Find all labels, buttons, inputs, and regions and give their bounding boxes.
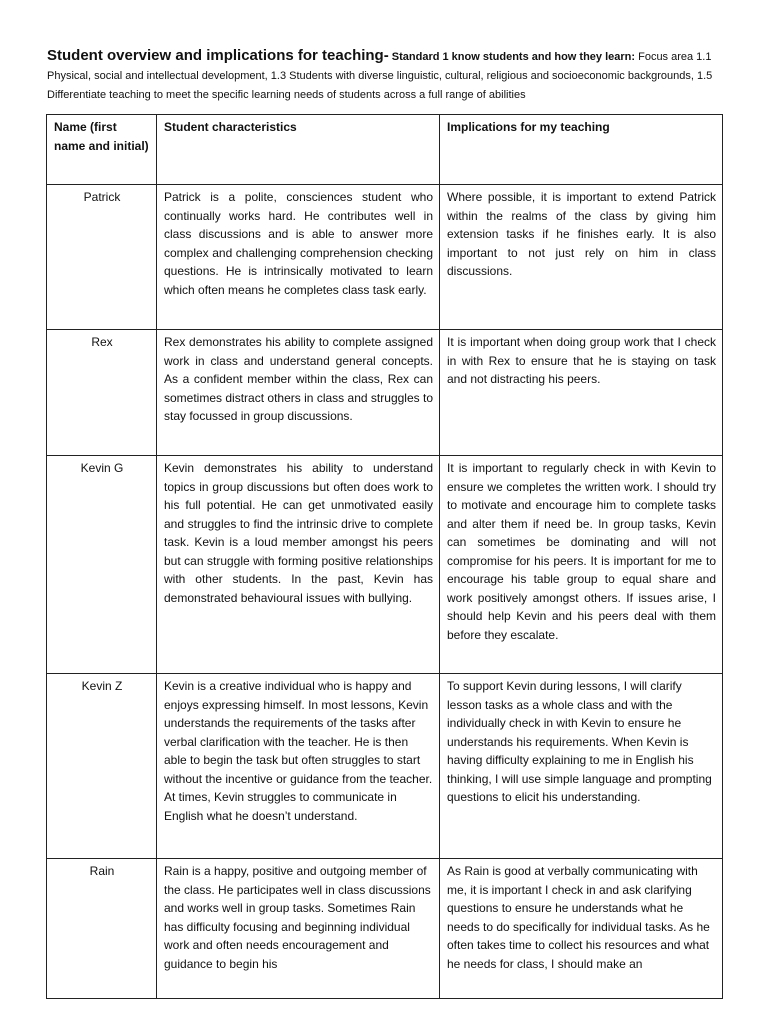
page-title: Student overview and implications for teaching- — [47, 47, 389, 64]
document-heading — [47, 46, 727, 105]
student-name: Kevin Z — [47, 674, 157, 859]
header-implications: Implications for my teaching — [440, 115, 723, 185]
student-characteristics: Kevin demonstrates his ability to understand topics in group discussions but often does work to his full potential. He can get unmotivated easily and struggles to find the intrinsic drive to complete task. Kevin is a loud member amongst his peers but can struggle with forming positive relationships with other students. In the past, Kevin has demonstrated behavioural issues with bullying. — [157, 456, 440, 674]
header-name: Name (first name and initial) — [47, 115, 157, 185]
focus-areas-text: Focus area 1.1 Physical, social and intellectual development, 1.3 Students with diverse linguistic, cultural, religious and socioeconomic backgrounds, 1.5 Differentiate teaching to meet the specific learning needs of students across a full range of abilities — [47, 51, 713, 101]
teaching-implications: It is important to regularly check in with Kevin to ensure we completes the written work. I should try to motivate and encourage him to complete tasks and alter them if need be. In group tasks, Kevin can sometimes be dominating and will not compromise for his peers. It is important for me to encourage his table group to equal share and work positively amongst others. If issues arise, I should help Kevin and his peers deal with them before they escalate. — [440, 456, 723, 674]
header-characteristics: Student characteristics — [157, 115, 440, 185]
student-characteristics: Kevin is a creative individual who is happy and enjoys expressing himself. In most lessons, Kevin understands the requirements of the tasks after verbal clarification with the teacher. He is then able to begin the task but often struggles to start without the incentive or guidance from the teacher. At times, Kevin struggles to communicate in English what he doesn’t understand. — [157, 674, 440, 859]
table-row — [47, 859, 723, 999]
table-row — [47, 674, 723, 859]
student-name: Patrick — [47, 185, 157, 330]
student-overview-table — [46, 114, 723, 999]
student-name: Kevin G — [47, 456, 157, 674]
teaching-implications: Where possible, it is important to extend Patrick within the realms of the class by giving him extension tasks if he finishes early. It is also important to not just rely on him in class discussions. — [440, 185, 723, 330]
standard-label: Standard 1 know students and how they learn: — [391, 51, 636, 63]
student-name: Rex — [47, 330, 157, 456]
teaching-implications: As Rain is good at verbally communicating with me, it is important I check in and ask clarifying questions to ensure he understands what he needs to do specifically for individual tasks. As he often takes time to collect his resources and what he needs for class, I should make an — [440, 859, 723, 999]
student-characteristics: Rain is a happy, positive and outgoing member of the class. He participates well in class discussions and works well in group tasks. Sometimes Rain has difficulty focusing and beginning individual work and often needs encouragement and guidance to begin his — [157, 859, 440, 999]
table-row — [47, 330, 723, 456]
teaching-implications: To support Kevin during lessons, I will clarify lesson tasks as a whole class and with the individually check in with Kevin to ensure he understands his requirements. When Kevin is having difficulty explaining to me in English his thinking, I will use simple language and prompting questions to elicit his understanding. — [440, 674, 723, 859]
table-row — [47, 456, 723, 674]
student-characteristics: Rex demonstrates his ability to complete assigned work in class and understand general concepts. As a confident member within the class, Rex can sometimes distract others in class and struggles to stay focussed in group discussions. — [157, 330, 440, 456]
student-name: Rain — [47, 859, 157, 999]
teaching-implications: It is important when doing group work that I check in with Rex to ensure that he is staying on task and not distracting his peers. — [440, 330, 723, 456]
table-header-row — [47, 115, 723, 185]
table-row — [47, 185, 723, 330]
student-characteristics: Patrick is a polite, consciences student who continually works hard. He contributes well in class discussions and is able to answer more complex and challenging comprehension checking questions. He is intrinsically motivated to learn which often means he completes class task early. — [157, 185, 440, 330]
